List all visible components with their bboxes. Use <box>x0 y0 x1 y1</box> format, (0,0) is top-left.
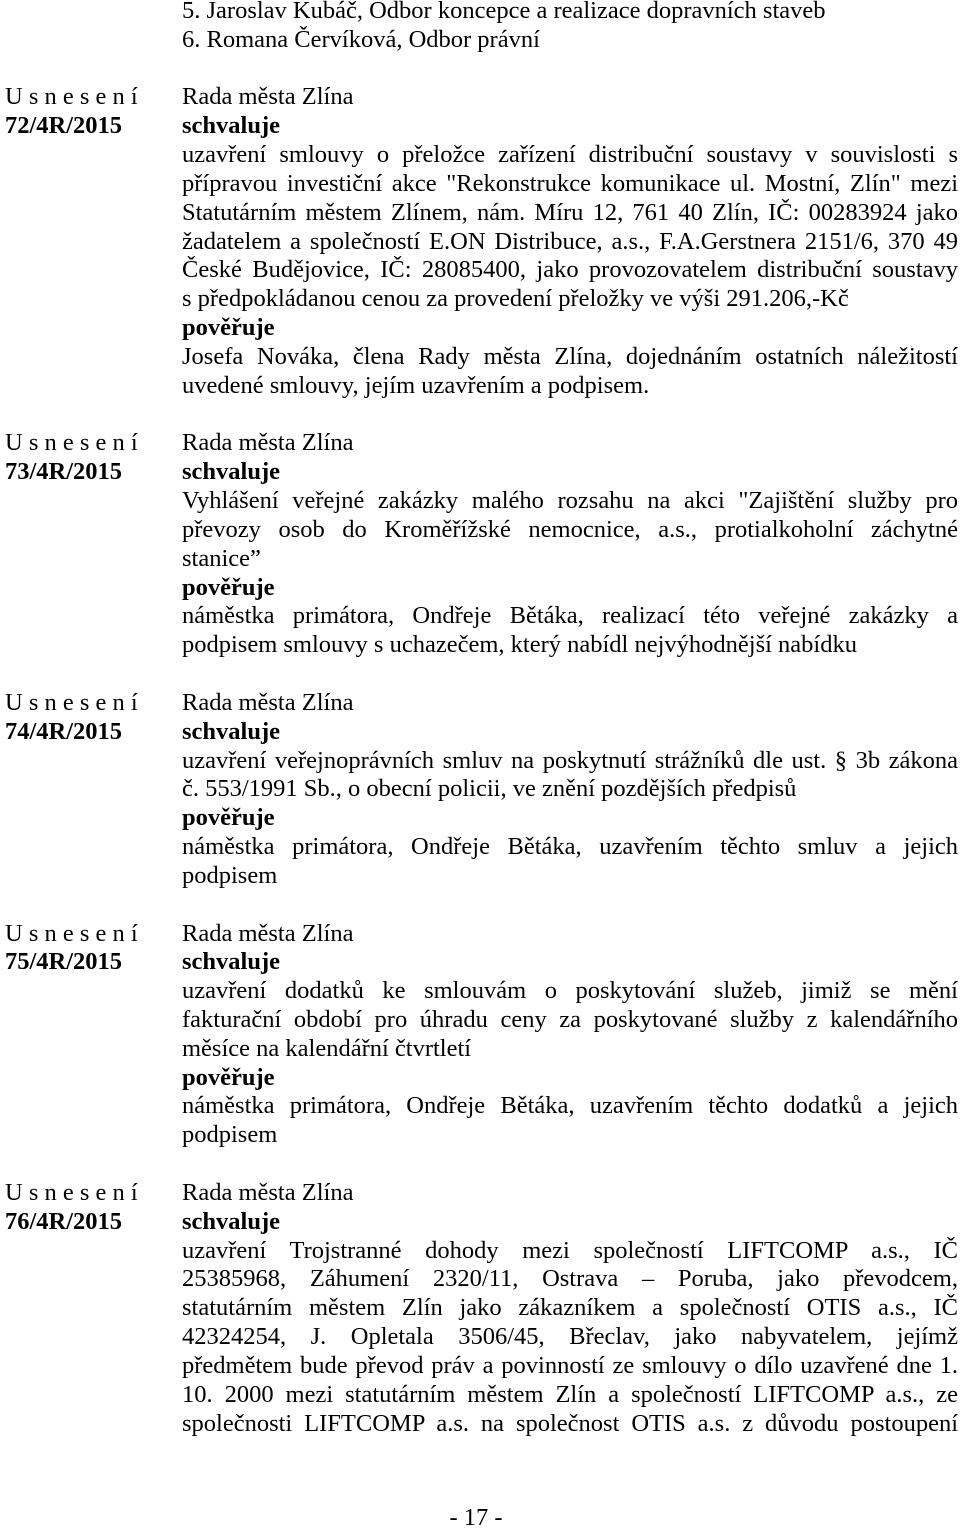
text-line: převozy osob do Kroměřížské nemocnice, a.s., protialkoholní záchytné <box>182 515 958 543</box>
text-line: stanice” <box>182 544 261 572</box>
resolution-number: 73/4R/2015 <box>5 458 123 486</box>
intro-list <box>182 0 958 55</box>
resolution-label <box>5 689 170 747</box>
page-number: - 17 - <box>449 1507 503 1529</box>
council-name: Rada města Zlína <box>182 919 354 947</box>
resolution-body <box>182 1179 958 1438</box>
text-line: měsíce na kalendářní čtvrtletí <box>182 1034 472 1062</box>
resolution-label <box>5 83 170 141</box>
approves-label: schvaluje <box>182 458 280 486</box>
resolution-label <box>5 429 170 487</box>
resolution-heading: U s n e s e n í <box>5 429 138 457</box>
text-line: žadatelem a společností E.ON Distribuce, a.s., F.A.Gerstnera 2151/6, 370 49 <box>182 227 958 255</box>
intro-line: 5. Jaroslav Kubáč, Odbor koncepce a realizace dopravních staveb <box>182 0 826 24</box>
resolution-74 <box>0 689 960 891</box>
resolution-heading: U s n e s e n í <box>5 919 138 947</box>
resolution-73 <box>0 429 960 660</box>
approves-label: schvaluje <box>182 112 280 140</box>
text-line: č. 553/1991 Sb., o obecní policii, ve znění pozdějších předpisů <box>182 775 797 803</box>
text-line: fakturační období pro úhradu ceny za poskytované služby z kalendářního <box>182 1005 958 1033</box>
text-line: uzavření veřejnoprávních smluv na poskytnutí strážníků dle ust. § 3b zákona <box>182 746 958 774</box>
approves-label: schvaluje <box>182 1207 280 1235</box>
text-line: přípravou investiční akce "Rekonstrukce komunikace ul. Mostní, Zlín" mezi <box>182 169 958 197</box>
text-line: Statutárním městem Zlínem, nám. Míru 12, 761 40 Zlín, IČ: 00283924 jako <box>182 198 958 226</box>
text-line: náměstka primátora, Ondřeje Bětáka, uzavřením těchto smluv a jejich <box>182 833 958 861</box>
intro-line: 6. Romana Červíková, Odbor právní <box>182 25 540 53</box>
text-line: 10. 2000 mezi statutárním městem Zlín a společností LIFTCOMP a.s., ze <box>182 1380 958 1408</box>
resolution-heading: U s n e s e n í <box>5 83 138 111</box>
resolution-72 <box>0 83 960 400</box>
text-line: náměstka primátora, Ondřeje Bětáka, uzavřením těchto dodatků a jejich <box>182 1092 958 1120</box>
text-line: uzavření Trojstranné dohody mezi společností LIFTCOMP a.s., IČ <box>182 1236 958 1264</box>
council-name: Rada města Zlína <box>182 429 354 457</box>
authorizes-label: pověřuje <box>182 573 275 601</box>
approves-label: schvaluje <box>182 717 280 745</box>
resolution-heading: U s n e s e n í <box>5 688 138 716</box>
text-line: 25385968, Záhumení 2320/11, Ostrava – Poruba, jako převodcem, <box>182 1265 958 1293</box>
resolution-75 <box>0 920 960 1151</box>
text-line: uzavření smlouvy o přeložce zařízení distribuční soustavy v souvislosti s <box>182 141 958 169</box>
resolution-label <box>5 920 170 978</box>
approves-label: schvaluje <box>182 948 280 976</box>
text-line: uzavření dodatků ke smlouvám o poskytování služeb, jimiž se mění <box>182 977 958 1005</box>
text-line: podpisem <box>182 1121 278 1149</box>
authorizes-label: pověřuje <box>182 314 275 342</box>
resolution-body <box>182 429 958 660</box>
resolution-body <box>182 83 958 400</box>
authorizes-label: pověřuje <box>182 804 275 832</box>
resolution-number: 72/4R/2015 <box>5 112 123 140</box>
resolution-number: 75/4R/2015 <box>5 948 123 976</box>
authorizes-label: pověřuje <box>182 1063 275 1091</box>
resolution-number: 76/4R/2015 <box>5 1207 123 1235</box>
text-line: náměstka primátora, Ondřeje Bětáka, realizací této veřejné zakázky a <box>182 602 958 630</box>
resolution-label <box>5 1179 170 1237</box>
text-line: uvedené smlouvy, jejím uzavřením a podpisem. <box>182 371 650 399</box>
text-line: České Budějovice, IČ: 28085400, jako provozovatelem distribuční soustavy <box>182 256 958 284</box>
text-line: podpisem smlouvy s uchazečem, který nabídl nejvýhodnější nabídku <box>182 631 857 659</box>
text-line: Josefa Nováka, člena Rady města Zlína, dojednáním ostatních náležitostí <box>182 342 958 370</box>
resolution-body <box>182 920 958 1151</box>
resolution-number: 74/4R/2015 <box>5 717 123 745</box>
resolution-body <box>182 689 958 891</box>
text-line: společnosti LIFTCOMP a.s. na společnost OTIS a.s. z důvodu postoupení <box>182 1409 958 1437</box>
council-name: Rada města Zlína <box>182 688 354 716</box>
text-line: Vyhlášení veřejné zakázky malého rozsahu na akci "Zajištění služby pro <box>182 487 958 515</box>
text-line: statutárním městem Zlín jako zákazníkem a společností OTIS a.s., IČ <box>182 1294 958 1322</box>
text-line: 42324254, J. Opletala 3506/45, Břeclav, jako nabyvatelem, jejímž <box>182 1323 958 1351</box>
resolution-heading: U s n e s e n í <box>5 1178 138 1206</box>
text-line: předmětem bude převod práv a povinností ze smlouvy o dílo uzavřené dne 1. <box>182 1351 958 1379</box>
resolution-76 <box>0 1179 960 1438</box>
council-name: Rada města Zlína <box>182 1178 354 1206</box>
text-line: s předpokládanou cenou za provedení přeložky ve výši 291.206,-Kč <box>182 285 849 313</box>
text-line: podpisem <box>182 861 278 889</box>
council-name: Rada města Zlína <box>182 83 354 111</box>
